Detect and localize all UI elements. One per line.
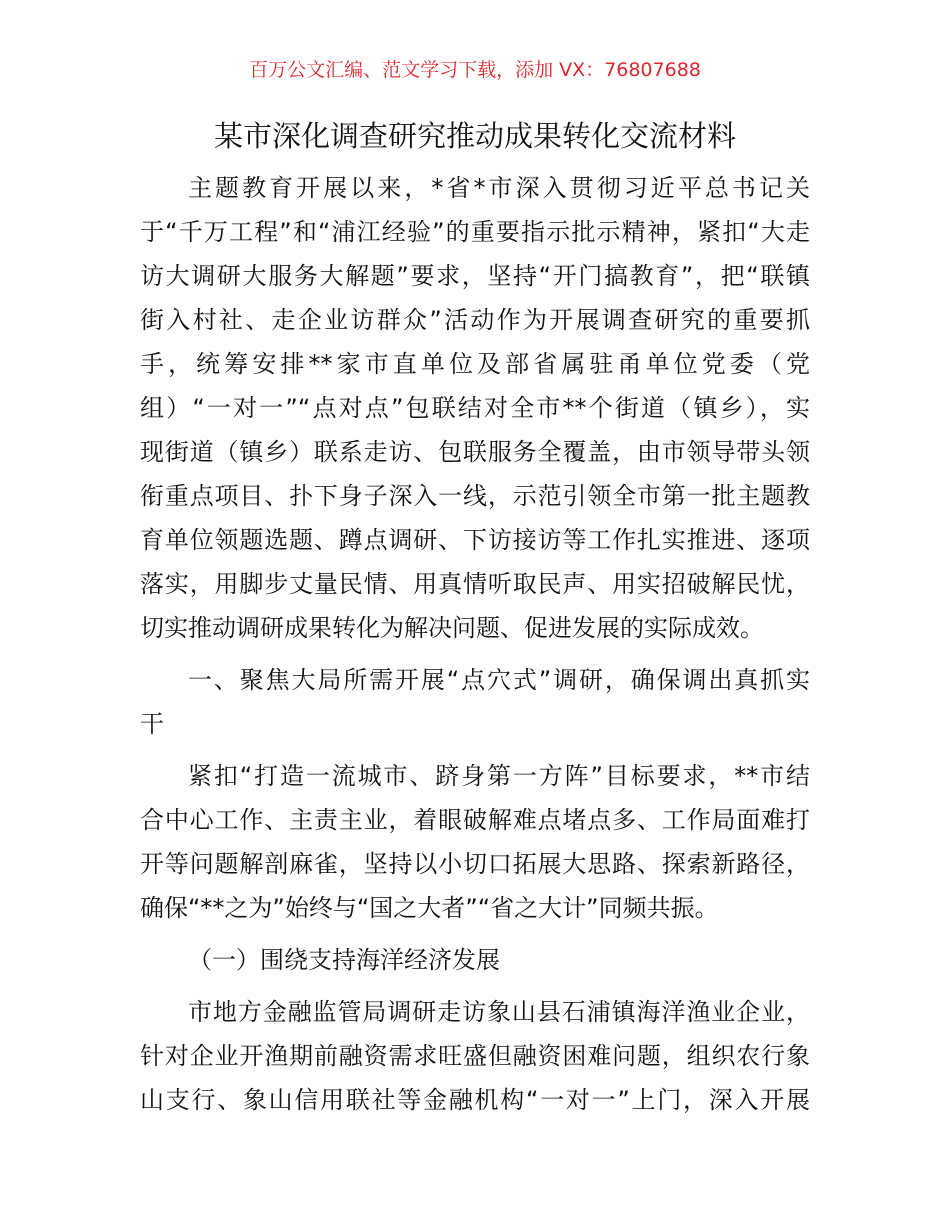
text-line: 手，统筹安排**家市直单位及部省属驻甬单位党委（党 (140, 350, 810, 378)
paragraph-intro (140, 166, 810, 650)
text-line: 访大调研大服务大解题”要求，坚持“开门搞教育”，把“联镇 (140, 262, 810, 290)
subsection-heading-1 (140, 938, 810, 982)
text-line: 切实推动调研成果转化为解决问题、促进发展的实际成效。 (140, 614, 764, 642)
text-line: 干 (140, 710, 164, 738)
text-line: 开等问题解剖麻雀，坚持以小切口拓展大思路、探索新路径， (140, 850, 810, 878)
text-line: 山支行、象山信用联社等金融机构“一对一”上门，深入开展 (140, 1086, 810, 1114)
text-line: 组）“一对一”“点对点”包联结对全市**个街道（镇乡），实 (140, 394, 810, 422)
watermark-banner: 百万公文汇编、范文学习下载，添加 VX：76807688 (249, 59, 701, 81)
section-heading-1 (140, 658, 810, 746)
text-line: 于“千万工程”和“浦江经验”的重要指示批示精神，紧扣“大走 (140, 218, 810, 246)
text-line: 现街道（镇乡）联系走访、包联服务全覆盖，由市领导带头领 (140, 438, 810, 466)
paragraph-section-1 (140, 754, 810, 930)
text-line: 育单位领题选题、蹲点调研、下访接访等工作扎实推进、逐项 (140, 526, 810, 554)
text-line: 落实，用脚步丈量民情、用真情听取民声、用实招破解民忧， (140, 570, 810, 598)
text-line: 紧扣“打造一流城市、跻身第一方阵”目标要求，**市结 (188, 762, 810, 790)
text-line: 确保“**之为”始终与“国之大者”“省之大计”同频共振。 (140, 894, 719, 922)
document-body (140, 166, 810, 1130)
text-line: 一、聚焦大局所需开展“点穴式”调研，确保调出真抓实 (188, 666, 810, 694)
text-line: （一）围绕支持海洋经济发展 (188, 946, 500, 974)
text-line: 针对企业开渔期前融资需求旺盛但融资困难问题，组织农行象 (140, 1042, 810, 1070)
document-title: 某市深化调查研究推动成果转化交流材料 (213, 119, 736, 153)
text-line: 主题教育开展以来，*省*市深入贯彻习近平总书记关 (188, 174, 810, 202)
paragraph-subsection-1 (140, 990, 810, 1122)
text-line: 合中心工作、主责主业，着眼破解难点堵点多、工作局面难打 (140, 806, 810, 834)
text-line: 市地方金融监管局调研走访象山县石浦镇海洋渔业企业， (188, 998, 810, 1026)
text-line: 街入村社、走企业访群众”活动作为开展调查研究的重要抓 (140, 306, 810, 334)
text-line: 衔重点项目、扑下身子深入一线，示范引领全市第一批主题教 (140, 482, 810, 510)
